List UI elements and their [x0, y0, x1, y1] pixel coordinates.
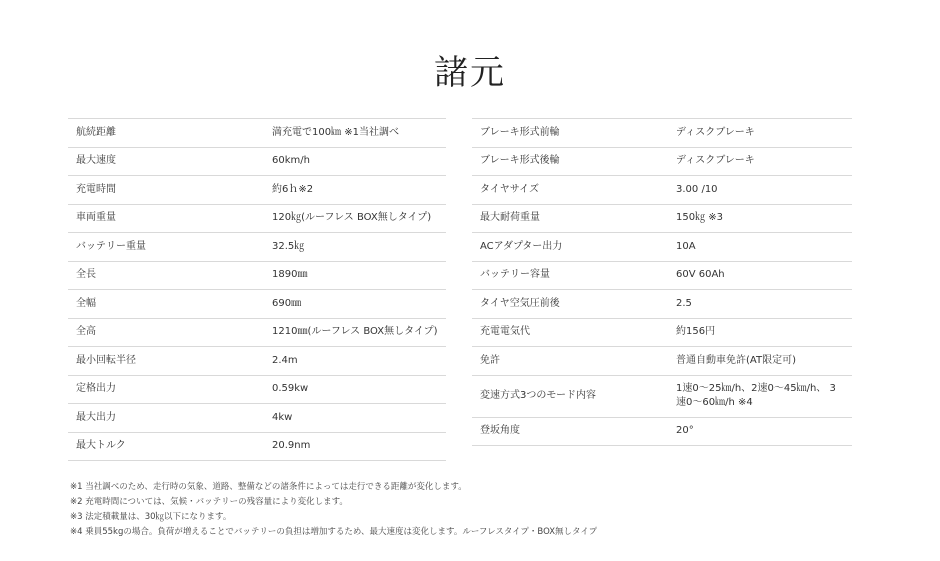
spec-value: 4kw [264, 404, 446, 433]
spec-row [68, 432, 446, 461]
spec-label: ACアダプター出力 [472, 233, 668, 262]
spec-value: 60km/h [264, 147, 446, 176]
spec-label: 充電時間 [68, 176, 264, 205]
spec-value: 690㎜ [264, 290, 446, 319]
spec-value: 2.4m [264, 347, 446, 376]
spec-value: 20° [668, 417, 852, 446]
spec-row [472, 347, 852, 376]
spec-label: 全高 [68, 318, 264, 347]
spec-row [68, 290, 446, 319]
spec-value: 60V 60Ah [668, 261, 852, 290]
spec-value: 32.5㎏ [264, 233, 446, 262]
spec-label: 充電電気代 [472, 318, 668, 347]
spec-row [68, 347, 446, 376]
spec-label: 定格出力 [68, 375, 264, 404]
spec-row [472, 261, 852, 290]
spec-label: ブレーキ形式後輪 [472, 147, 668, 176]
footnote: ※1 当社調べのため、走行時の気象、道路、整備などの諸条件によっては走行できる距離が変化します。 [70, 482, 467, 492]
spec-value: 3.00 /10 [668, 176, 852, 205]
spec-value: 1速0〜25㎞/h、2速0〜45㎞/h、 3速0〜60㎞/h ※4 [668, 375, 852, 417]
spec-value: 1210㎜(ルーフレス BOX無しタイプ) [264, 318, 446, 347]
footnote: ※3 法定積載量は、30㎏以下になります。 [70, 512, 232, 522]
spec-row [472, 176, 852, 205]
spec-label: 変速方式3つのモード内容 [472, 375, 668, 417]
spec-value: 120㎏(ルーフレス BOX無しタイプ) [264, 204, 446, 233]
spec-label: 全長 [68, 261, 264, 290]
spec-table-right [472, 118, 852, 446]
spec-label: 全幅 [68, 290, 264, 319]
spec-row [68, 176, 446, 205]
spec-row [472, 147, 852, 176]
spec-label: 免許 [472, 347, 668, 376]
spec-label: ブレーキ形式前輪 [472, 119, 668, 148]
spec-row [472, 375, 852, 417]
spec-label: 最大速度 [68, 147, 264, 176]
spec-value: 満充電で100㎞ ※1当社調べ [264, 119, 446, 148]
spec-row [68, 204, 446, 233]
spec-row [472, 318, 852, 347]
spec-row [68, 318, 446, 347]
spec-row [472, 233, 852, 262]
spec-row [68, 119, 446, 148]
spec-value: 150㎏ ※3 [668, 204, 852, 233]
spec-label: 車両重量 [68, 204, 264, 233]
spec-label: 登坂角度 [472, 417, 668, 446]
spec-row [472, 119, 852, 148]
spec-label: バッテリー容量 [472, 261, 668, 290]
spec-value: 20.9nm [264, 432, 446, 461]
footnote: ※4 乗員55kgの場合。負荷が増えることでバッテリーの負担は増加するため、最大速度は変化します。ルーフレスタイプ・BOX無しタイプ [70, 527, 598, 537]
spec-row [68, 375, 446, 404]
page-title: 諸元 [434, 52, 506, 93]
spec-row [472, 204, 852, 233]
spec-value: 10A [668, 233, 852, 262]
footnotes [70, 480, 597, 540]
spec-value: 1890㎜ [264, 261, 446, 290]
spec-value: 0.59kw [264, 375, 446, 404]
spec-value: 普通自動車免許(AT限定可) [668, 347, 852, 376]
spec-label: タイヤ空気圧前後 [472, 290, 668, 319]
spec-row [472, 290, 852, 319]
spec-label: 最大耐荷重量 [472, 204, 668, 233]
spec-label: タイヤサイズ [472, 176, 668, 205]
spec-row [68, 233, 446, 262]
spec-value: 2.5 [668, 290, 852, 319]
spec-row [68, 404, 446, 433]
spec-label: 最小回転半径 [68, 347, 264, 376]
spec-label: 最大出力 [68, 404, 264, 433]
spec-value: 約6ｈ※2 [264, 176, 446, 205]
spec-row [68, 261, 446, 290]
spec-value: ディスクブレーキ [668, 119, 852, 148]
spec-label: 航続距離 [68, 119, 264, 148]
spec-label: 最大トルク [68, 432, 264, 461]
footnote: ※2 充電時間については、気候・バッテリーの残容量により変化します。 [70, 497, 348, 507]
spec-value: 約156円 [668, 318, 852, 347]
spec-row [68, 147, 446, 176]
spec-table-left [68, 118, 446, 461]
spec-row [472, 417, 852, 446]
spec-label: バッテリー重量 [68, 233, 264, 262]
spec-value: ディスクブレーキ [668, 147, 852, 176]
